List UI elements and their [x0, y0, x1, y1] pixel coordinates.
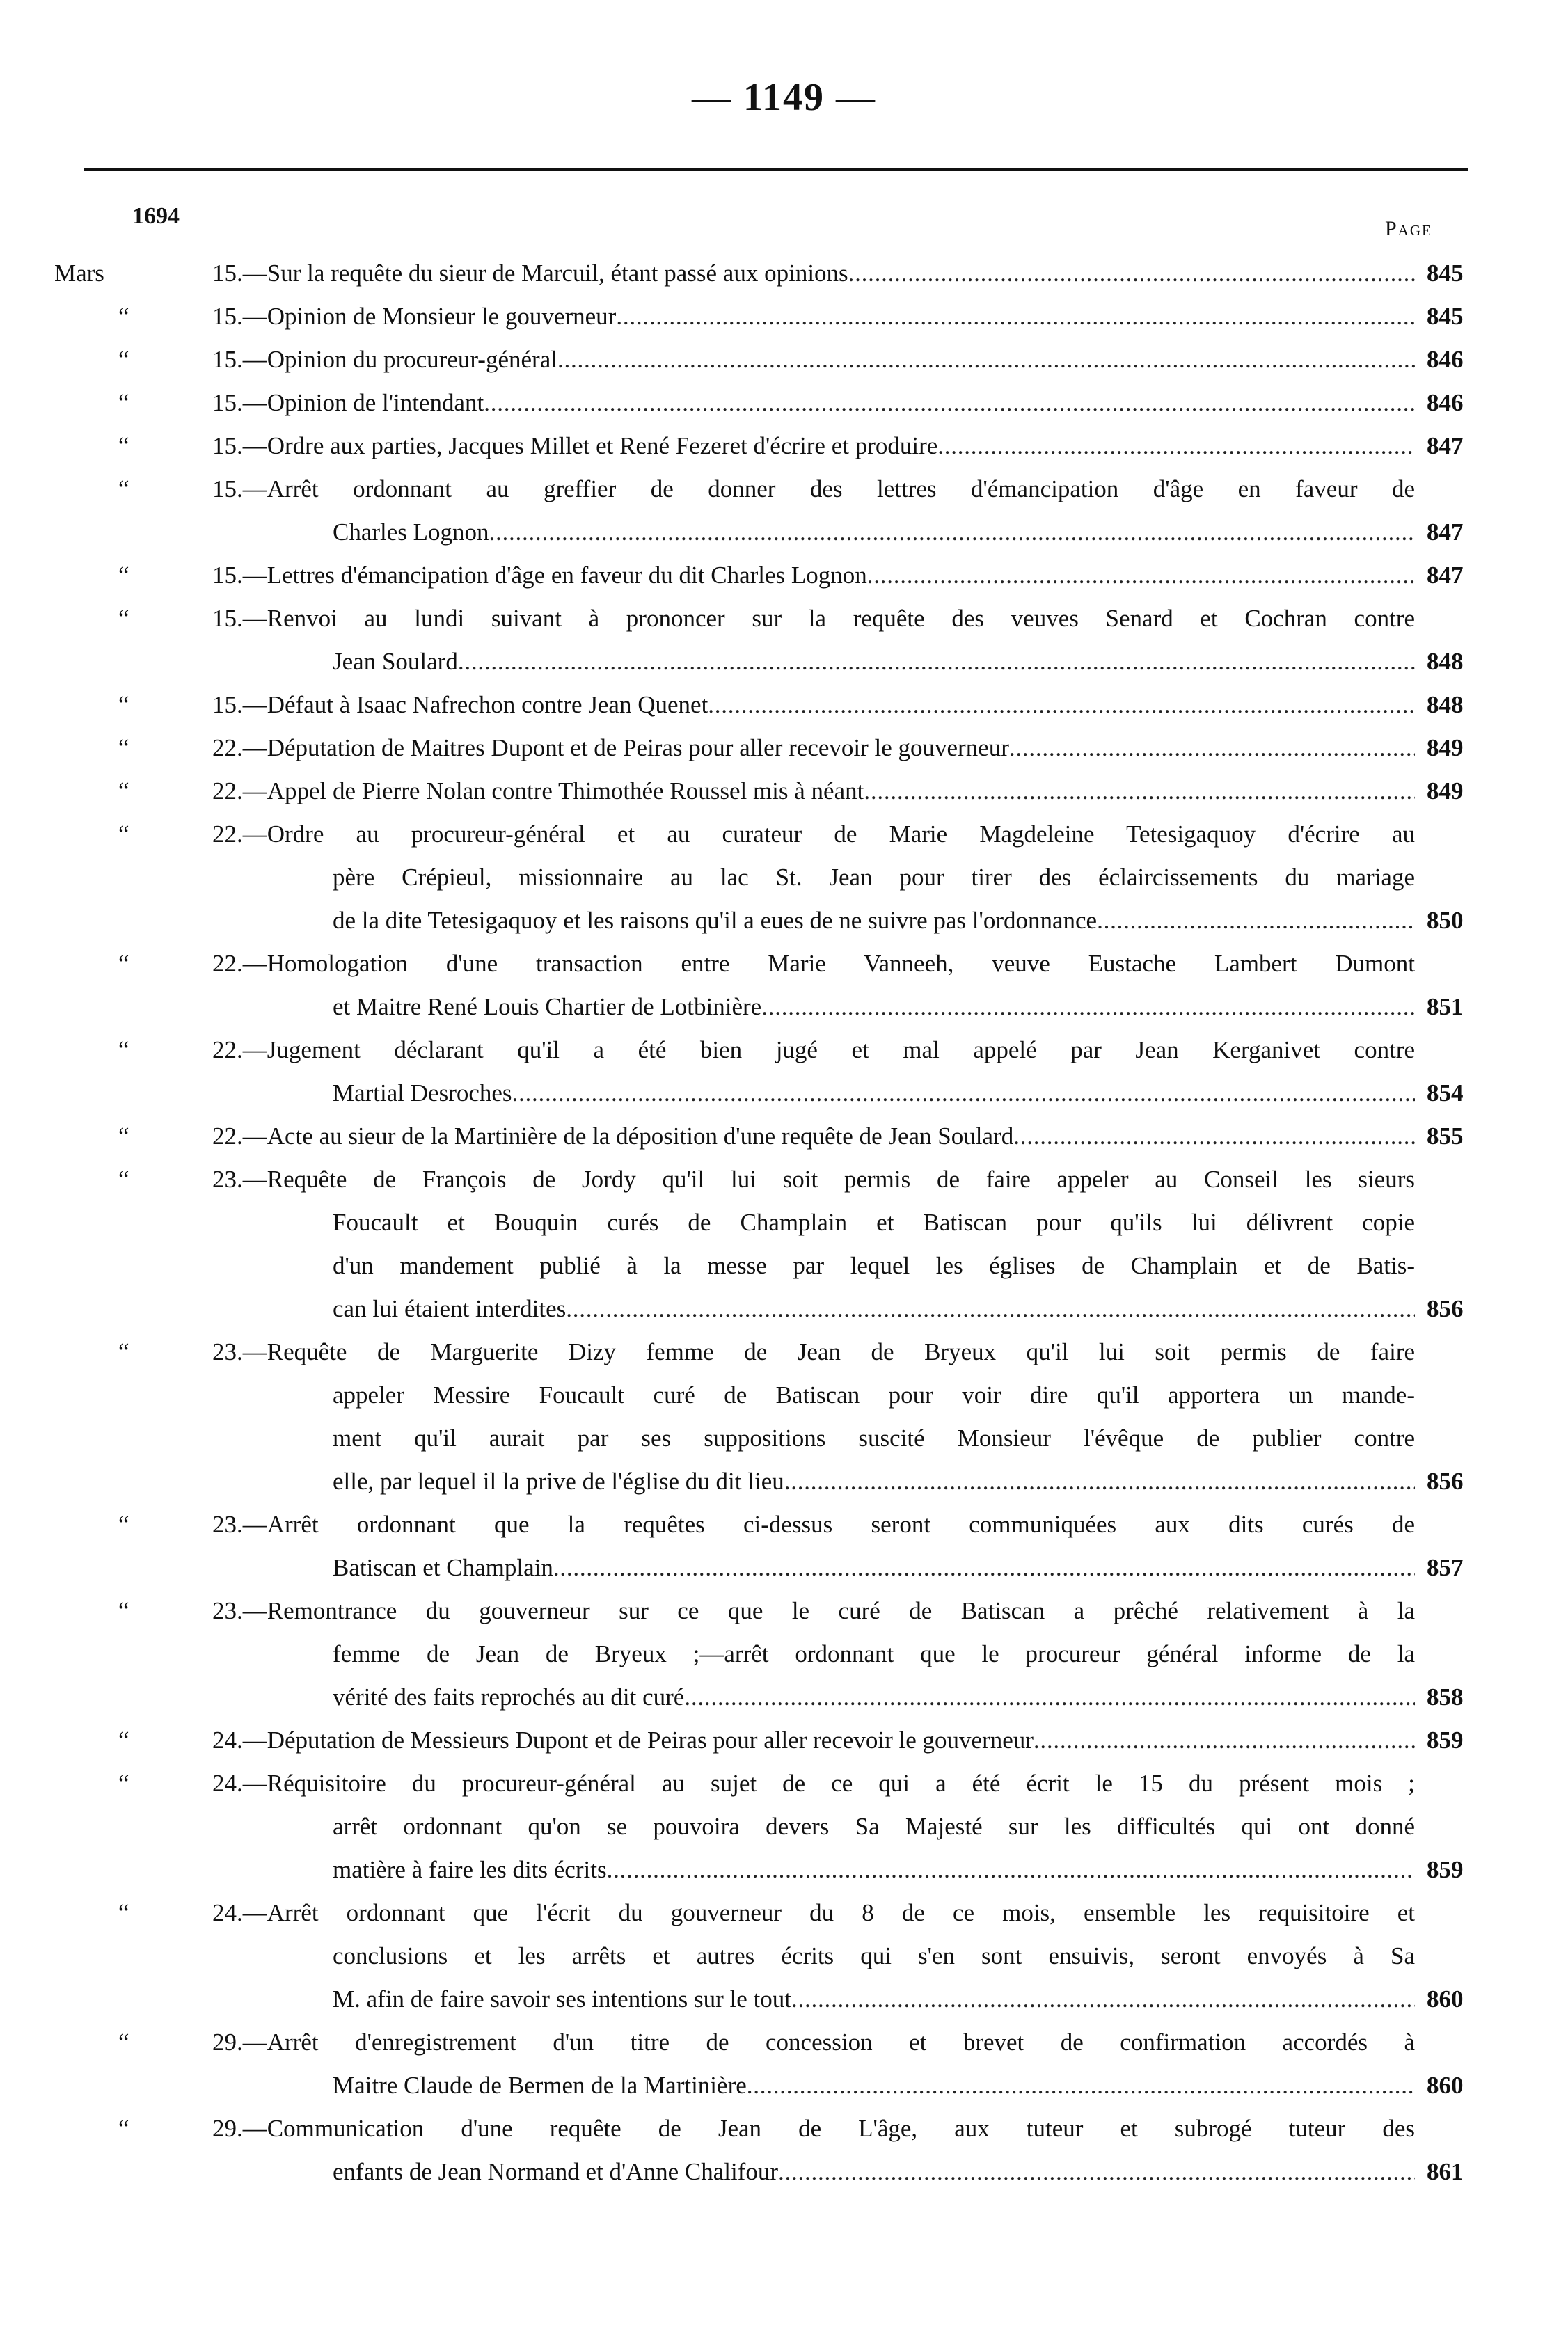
- dot-leader: [607, 1848, 1415, 1891]
- month-label: “: [118, 389, 129, 416]
- entry-text: 22.—Homologation d'une transaction entre Marie Vanneeh, veuve Eustache Lambert Dumont: [212, 950, 1415, 977]
- entry-line: [0, 381, 1568, 425]
- month-label: “: [118, 1123, 129, 1150]
- entry-line: [0, 1848, 1568, 1891]
- list-item: [0, 1589, 1568, 1719]
- list-item: [0, 1029, 1568, 1115]
- page-reference: 845: [1427, 260, 1464, 287]
- dot-leader: [458, 640, 1415, 683]
- entry-text: Martial Desroches: [333, 1079, 512, 1106]
- page-reference: 858: [1427, 1683, 1464, 1711]
- dot-leader: [557, 338, 1415, 381]
- dot-leader: [1013, 1115, 1415, 1158]
- entry-text: Charles Lognon: [333, 518, 489, 546]
- dot-leader: [484, 381, 1415, 425]
- entry-text: ment qu'il aurait par ses suppositions suscité Monsieur l'évêque de publier contre: [333, 1425, 1415, 1452]
- entry-text: 15.—Renvoi au lundi suivant à prononcer sur la requête des veuves Senard et Cochran contre: [212, 605, 1415, 632]
- entry-text: père Crépieul, missionnaire au lac St. Jean pour tirer des éclaircissements du mariage: [333, 864, 1415, 891]
- entry-text: elle, par lequel il la prive de l'église du dit lieu: [333, 1468, 784, 1495]
- entry-line: [0, 1546, 1568, 1589]
- list-item: [0, 425, 1568, 468]
- entry-line: [0, 1287, 1568, 1331]
- entry-line: [0, 813, 1568, 856]
- page-reference: 856: [1427, 1468, 1464, 1495]
- dot-leader: [747, 2064, 1415, 2107]
- entry-text: M. afin de faire savoir ses intentions sur le tout: [333, 1985, 792, 2013]
- dot-leader: [512, 1072, 1415, 1115]
- entry-line: [0, 511, 1568, 554]
- page-reference: 851: [1427, 993, 1464, 1020]
- entry-line: [0, 2021, 1568, 2064]
- list-item: [0, 252, 1568, 295]
- dot-leader: [778, 2150, 1415, 2194]
- list-item: [0, 683, 1568, 727]
- month-label: “: [118, 432, 129, 459]
- entry-line: [0, 1891, 1568, 1935]
- entry-text: femme de Jean de Bryeux ;—arrêt ordonnant que le procureur général informe de la: [333, 1640, 1415, 1667]
- list-item: [0, 338, 1568, 381]
- entry-text: 29.—Communication d'une requête de Jean de L'âge, aux tuteur et subrogé tuteur des: [212, 2115, 1415, 2142]
- entry-line: [0, 1158, 1568, 1201]
- month-label: “: [118, 1036, 129, 1063]
- month-label: “: [118, 346, 129, 373]
- month-label: “: [118, 1338, 129, 1365]
- entry-line: [0, 1115, 1568, 1158]
- entry-text: 23.—Remontrance du gouverneur sur ce que le curé de Batiscan a prêché relativement à la: [212, 1597, 1415, 1624]
- entry-text: et Maitre René Louis Chartier de Lotbinière: [333, 993, 762, 1020]
- page-reference: 859: [1427, 1727, 1464, 1754]
- month-label: “: [118, 1899, 129, 1926]
- dot-leader: [791, 1978, 1415, 2021]
- month-label: “: [118, 691, 129, 718]
- list-item: [0, 942, 1568, 1029]
- month-label: “: [118, 2115, 129, 2142]
- entry-line: [0, 1935, 1568, 1978]
- entry-line: [0, 985, 1568, 1029]
- page-reference: 846: [1427, 346, 1464, 373]
- page-reference: 850: [1427, 907, 1464, 934]
- entry-text: 15.—Opinion de l'intendant: [212, 389, 484, 416]
- list-item: [0, 2021, 1568, 2107]
- page-reference: 860: [1427, 1985, 1464, 2013]
- page-reference: 860: [1427, 2072, 1464, 2099]
- entry-text: 15.—Lettres d'émancipation d'âge en faveur du dit Charles Lognon: [212, 562, 867, 589]
- dot-leader: [616, 295, 1415, 338]
- entry-line: [0, 1719, 1568, 1762]
- entry-text: de la dite Tetesigaquoy et les raisons qu'il a eues de ne suivre pas l'ordonnance: [333, 907, 1098, 934]
- year-heading: 1694: [132, 203, 180, 229]
- entry-text: 15.—Ordre aux parties, Jacques Millet et René Fezeret d'écrire et produire: [212, 432, 938, 459]
- page-reference: 847: [1427, 432, 1464, 459]
- entry-text: enfants de Jean Normand et d'Anne Chalifour: [333, 2158, 778, 2185]
- top-rule: [84, 168, 1468, 171]
- entry-line: [0, 1676, 1568, 1719]
- month-label: “: [118, 820, 129, 848]
- entry-line: [0, 1072, 1568, 1115]
- page-reference: 861: [1427, 2158, 1464, 2185]
- entry-line: [0, 1417, 1568, 1460]
- entry-line: [0, 338, 1568, 381]
- page-reference: 849: [1427, 777, 1464, 804]
- entry-text: 23.—Requête de Marguerite Dizy femme de Jean de Bryeux qu'il lui soit permis de faire: [212, 1338, 1415, 1365]
- page-reference: 849: [1427, 734, 1464, 761]
- entry-line: [0, 1805, 1568, 1848]
- entry-line: [0, 2064, 1568, 2107]
- entry-line: [0, 683, 1568, 727]
- entry-text: conclusions et les arrêts et autres écrits qui s'en sont ensuivis, seront envoyés à Sa: [333, 1942, 1415, 1969]
- entry-text: 15.—Opinion du procureur-général: [212, 346, 557, 373]
- entry-text: 15.—Défaut à Isaac Nafrechon contre Jean Quenet: [212, 691, 708, 718]
- entry-text: appeler Messire Foucault curé de Batiscan pour voir dire qu'il apportera un mande-: [333, 1381, 1415, 1409]
- page-reference: 848: [1427, 691, 1464, 718]
- entry-text: 24.—Réquisitoire du procureur-général au sujet de ce qui a été écrit le 15 du présent mois ;: [212, 1770, 1415, 1797]
- dot-leader: [937, 425, 1415, 468]
- dot-leader: [761, 985, 1415, 1029]
- page-reference: 846: [1427, 389, 1464, 416]
- dot-leader: [1034, 1719, 1415, 1762]
- entry-text: 15.—Opinion de Monsieur le gouverneur: [212, 303, 617, 330]
- entry-text: Maitre Claude de Bermen de la Martinière: [333, 2072, 747, 2099]
- month-label: “: [118, 1511, 129, 1538]
- list-item: [0, 468, 1568, 554]
- list-item: [0, 1331, 1568, 1503]
- page-reference: 847: [1427, 562, 1464, 589]
- entry-text: 15.—Arrêt ordonnant au greffier de donner des lettres d'émancipation d'âge en faveur de: [212, 475, 1415, 502]
- page-number: — 1149 —: [692, 76, 876, 119]
- month-label: “: [118, 2029, 129, 2056]
- entry-text: 22.—Députation de Maitres Dupont et de Peiras pour aller recevoir le gouverneur: [212, 734, 1009, 761]
- list-item: [0, 1719, 1568, 1762]
- entry-line: [0, 727, 1568, 770]
- dot-leader: [708, 683, 1415, 727]
- dot-leader: [848, 252, 1415, 295]
- dot-leader: [1097, 899, 1415, 942]
- month-label: “: [118, 777, 129, 804]
- entry-text: can lui étaient interdites: [333, 1295, 567, 1322]
- entry-line: [0, 770, 1568, 813]
- entry-text: arrêt ordonnant qu'on se pouvoira devers Sa Majesté sur les difficultés qui ont donné: [333, 1813, 1415, 1840]
- dot-leader: [553, 1546, 1415, 1589]
- month-label: “: [118, 734, 129, 761]
- dot-leader: [864, 770, 1415, 813]
- page-reference: 854: [1427, 1079, 1464, 1106]
- entry-text: vérité des faits reprochés au dit curé: [333, 1683, 685, 1711]
- page-reference: 845: [1427, 303, 1464, 330]
- month-label: “: [118, 1166, 129, 1193]
- entry-line: [0, 942, 1568, 985]
- entry-text: 22.—Ordre au procureur-général et au curateur de Marie Magdeleine Tetesigaquoy d'écrire au: [212, 820, 1415, 848]
- entry-text: 22.—Acte au sieur de la Martinière de la déposition d'une requête de Jean Soulard: [212, 1123, 1014, 1150]
- entry-line: [0, 1589, 1568, 1633]
- entry-line: [0, 1244, 1568, 1287]
- entry-line: [0, 597, 1568, 640]
- list-item: [0, 1891, 1568, 2021]
- list-item: [0, 1762, 1568, 1891]
- month-label: “: [118, 303, 129, 330]
- entry-line: [0, 1503, 1568, 1546]
- entry-text: 22.—Appel de Pierre Nolan contre Thimothée Roussel mis à néant: [212, 777, 864, 804]
- dot-leader: [489, 511, 1415, 554]
- entry-text: 22.—Jugement déclarant qu'il a été bien jugé et mal appelé par Jean Kerganivet contre: [212, 1036, 1415, 1063]
- month-label: “: [118, 1727, 129, 1754]
- entry-text: d'un mandement publié à la messe par lequel les églises de Champlain et de Batis-: [333, 1252, 1415, 1279]
- list-item: [0, 554, 1568, 597]
- entry-text: 23.—Requête de François de Jordy qu'il lui soit permis de faire appeler au Conseil les sieurs: [212, 1166, 1415, 1193]
- dot-leader: [684, 1676, 1415, 1719]
- entry-line: [0, 425, 1568, 468]
- entry-text: 24.—Arrêt ordonnant que l'écrit du gouverneur du 8 de ce mois, ensemble les requisitoire et: [212, 1899, 1415, 1926]
- dot-leader: [1009, 727, 1415, 770]
- list-item: [0, 295, 1568, 338]
- page-reference: 859: [1427, 1856, 1464, 1883]
- entry-line: [0, 1374, 1568, 1417]
- entry-line: [0, 2150, 1568, 2194]
- page-reference: 857: [1427, 1554, 1464, 1581]
- list-item: [0, 813, 1568, 942]
- entry-line: [0, 554, 1568, 597]
- entry-text: 23.—Arrêt ordonnant que la requêtes ci-dessus seront communiquées aux dits curés de: [212, 1511, 1415, 1538]
- list-item: [0, 597, 1568, 683]
- entry-text: Jean Soulard: [333, 648, 458, 675]
- entry-text: 29.—Arrêt d'enregistrement d'un titre de concession et brevet de confirmation accordés à: [212, 2029, 1415, 2056]
- month-label: “: [118, 562, 129, 589]
- entry-line: [0, 899, 1568, 942]
- entry-line: [0, 252, 1568, 295]
- month-label: “: [118, 605, 129, 632]
- entry-text: 24.—Députation de Messieurs Dupont et de Peiras pour aller recevoir le gouverneur: [212, 1727, 1034, 1754]
- page-column-heading: Page: [1385, 217, 1432, 240]
- entry-line: [0, 1460, 1568, 1503]
- month-label: Mars: [54, 260, 104, 287]
- entry-line: [0, 1978, 1568, 2021]
- entry-line: [0, 1633, 1568, 1676]
- entry-text: Batiscan et Champlain: [333, 1554, 553, 1581]
- entry-line: [0, 1762, 1568, 1805]
- entry-line: [0, 1331, 1568, 1374]
- month-label: “: [118, 1597, 129, 1624]
- list-item: [0, 2107, 1568, 2194]
- page-reference: 847: [1427, 518, 1464, 546]
- list-item: [0, 1158, 1568, 1331]
- entry-line: [0, 856, 1568, 899]
- page-reference: 856: [1427, 1295, 1464, 1322]
- month-label: “: [118, 950, 129, 977]
- entry-line: [0, 640, 1568, 683]
- entry-text: matière à faire les dits écrits: [333, 1856, 607, 1883]
- list-item: [0, 727, 1568, 770]
- month-label: “: [118, 475, 129, 502]
- page-reference: 848: [1427, 648, 1464, 675]
- list-item: [0, 381, 1568, 425]
- page-reference: 855: [1427, 1123, 1464, 1150]
- entries-list: [0, 252, 1568, 2194]
- entry-line: [0, 2107, 1568, 2150]
- entry-text: Foucault et Bouquin curés de Champlain et Batiscan pour qu'ils lui délivrent copie: [333, 1209, 1415, 1236]
- entry-line: [0, 468, 1568, 511]
- dot-leader: [566, 1287, 1415, 1331]
- entry-text: 15.—Sur la requête du sieur de Marcuil, étant passé aux opinions: [212, 260, 848, 287]
- month-label: “: [118, 1770, 129, 1797]
- list-item: [0, 1503, 1568, 1589]
- list-item: [0, 770, 1568, 813]
- dot-leader: [784, 1460, 1415, 1503]
- dot-leader: [867, 554, 1415, 597]
- list-item: [0, 1115, 1568, 1158]
- entry-line: [0, 1029, 1568, 1072]
- entry-line: [0, 295, 1568, 338]
- entry-line: [0, 1201, 1568, 1244]
